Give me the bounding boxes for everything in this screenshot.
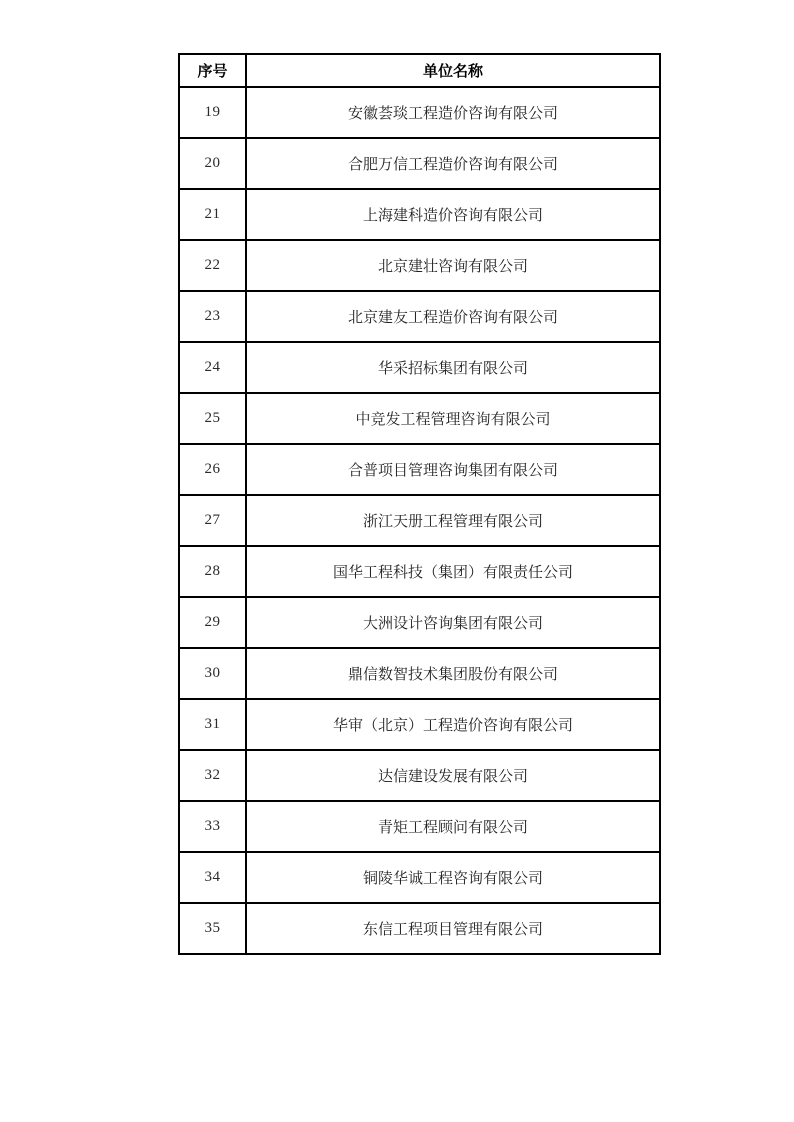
company-name-cell: 大洲设计咨询集团有限公司 [246, 597, 660, 648]
table-row [179, 291, 660, 342]
serial-number-cell: 25 [179, 393, 246, 444]
serial-number-cell: 26 [179, 444, 246, 495]
header-cell-serial-number: 序号 [179, 54, 246, 87]
table-row [179, 801, 660, 852]
table-row [179, 495, 660, 546]
company-name-cell: 国华工程科技（集团）有限责任公司 [246, 546, 660, 597]
table-body [179, 87, 660, 954]
serial-number-cell: 35 [179, 903, 246, 954]
company-name-cell: 浙江天册工程管理有限公司 [246, 495, 660, 546]
serial-number-cell: 24 [179, 342, 246, 393]
table-row [179, 138, 660, 189]
company-name-cell: 合普项目管理咨询集团有限公司 [246, 444, 660, 495]
company-name-cell: 鼎信数智技术集团股份有限公司 [246, 648, 660, 699]
serial-number-cell: 33 [179, 801, 246, 852]
company-table [178, 53, 661, 955]
table-row [179, 648, 660, 699]
table-row [179, 903, 660, 954]
table-row [179, 87, 660, 138]
serial-number-cell: 29 [179, 597, 246, 648]
header-row [179, 54, 660, 87]
company-name-cell: 华采招标集团有限公司 [246, 342, 660, 393]
serial-number-cell: 31 [179, 699, 246, 750]
serial-number-cell: 30 [179, 648, 246, 699]
header-cell-company-name: 单位名称 [246, 54, 660, 87]
serial-number-cell: 20 [179, 138, 246, 189]
table-row [179, 240, 660, 291]
company-name-cell: 华审（北京）工程造价咨询有限公司 [246, 699, 660, 750]
company-name-cell: 安徽荟琰工程造价咨询有限公司 [246, 87, 660, 138]
company-name-cell: 北京建壮咨询有限公司 [246, 240, 660, 291]
company-name-cell: 中竞发工程管理咨询有限公司 [246, 393, 660, 444]
company-name-cell: 合肥万信工程造价咨询有限公司 [246, 138, 660, 189]
serial-number-cell: 22 [179, 240, 246, 291]
table-row [179, 852, 660, 903]
company-name-cell: 北京建友工程造价咨询有限公司 [246, 291, 660, 342]
serial-number-cell: 19 [179, 87, 246, 138]
table-header [179, 54, 660, 87]
table-row [179, 189, 660, 240]
table-row [179, 546, 660, 597]
company-name-cell: 上海建科造价咨询有限公司 [246, 189, 660, 240]
table-row [179, 699, 660, 750]
serial-number-cell: 34 [179, 852, 246, 903]
company-name-cell: 青矩工程顾问有限公司 [246, 801, 660, 852]
table-row [179, 342, 660, 393]
serial-number-cell: 27 [179, 495, 246, 546]
table-row [179, 393, 660, 444]
table-row [179, 750, 660, 801]
company-name-cell: 铜陵华诚工程咨询有限公司 [246, 852, 660, 903]
serial-number-cell: 23 [179, 291, 246, 342]
serial-number-cell: 21 [179, 189, 246, 240]
serial-number-cell: 28 [179, 546, 246, 597]
table-row [179, 597, 660, 648]
company-name-cell: 达信建设发展有限公司 [246, 750, 660, 801]
table-row [179, 444, 660, 495]
serial-number-cell: 32 [179, 750, 246, 801]
company-name-cell: 东信工程项目管理有限公司 [246, 903, 660, 954]
